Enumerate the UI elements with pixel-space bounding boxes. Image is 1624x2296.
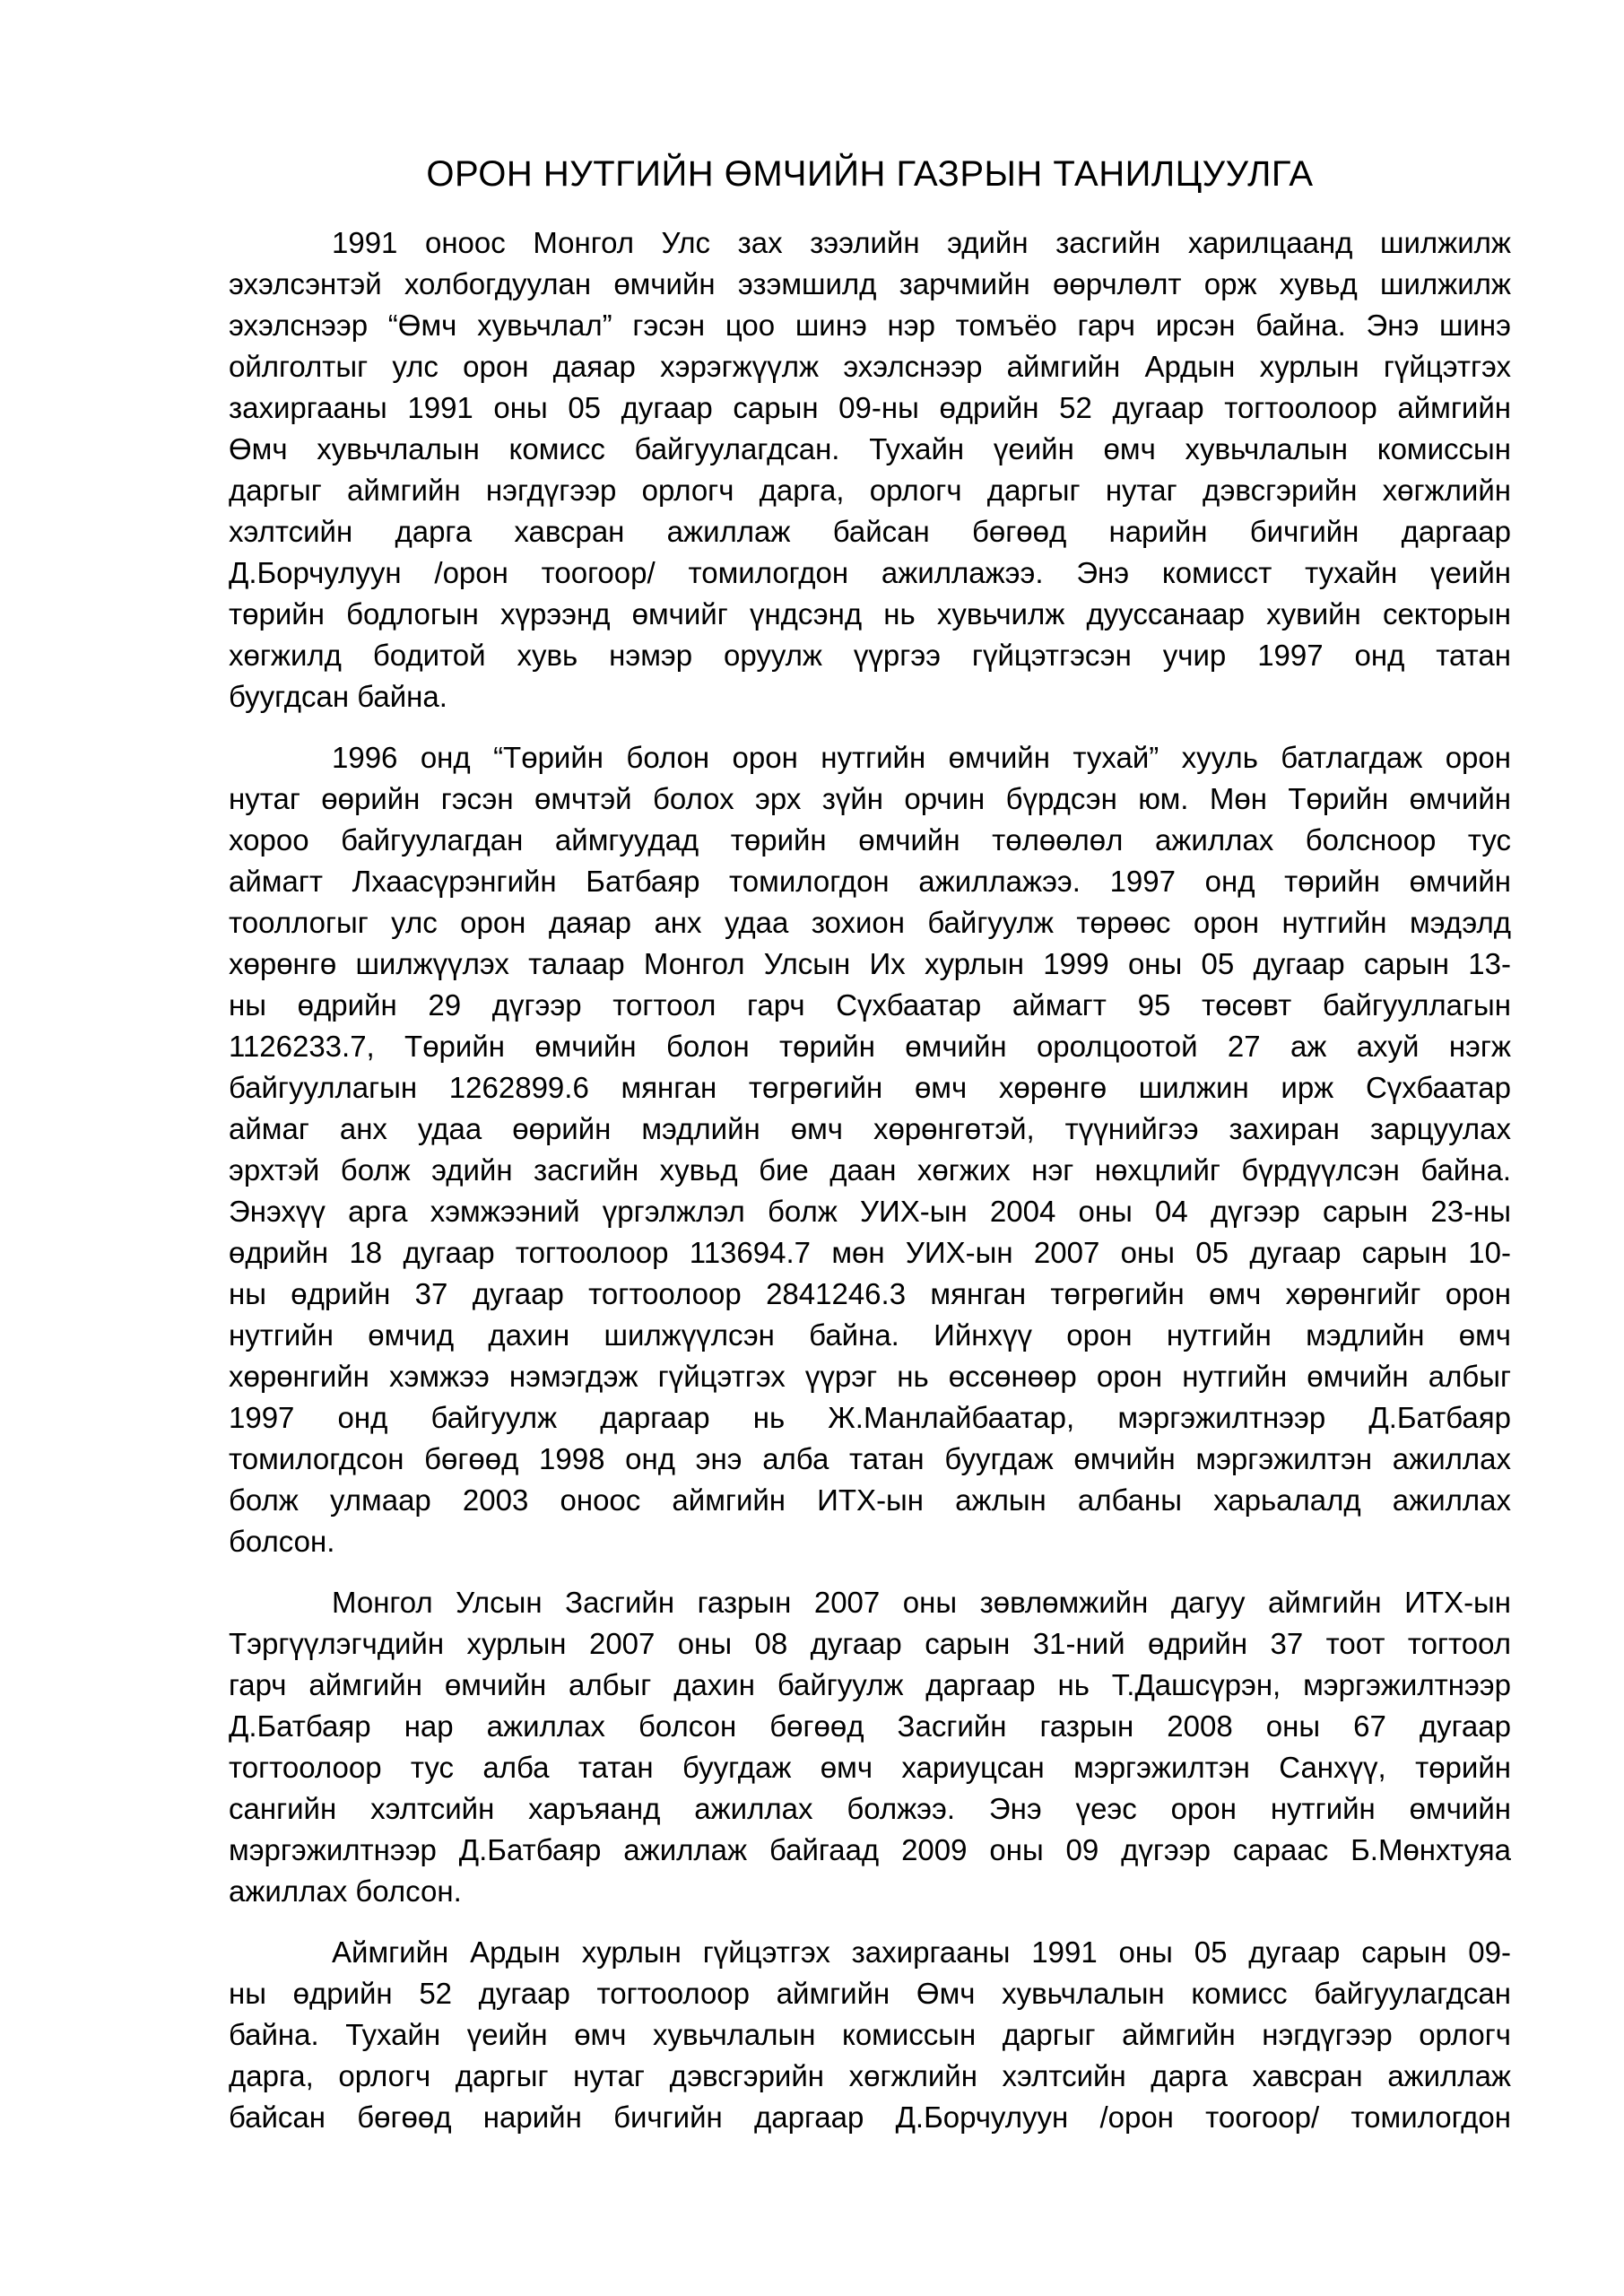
text-line: тогтоолоор тус алба татан буугдаж өмч хариуцсан мэргэжилтэн Санхүү, төрийн bbox=[229, 1751, 1511, 1784]
text-line: Энэхүү арга хэмжээний үргэлжлэл болж УИХ-ын 2004 оны 04 дүгээр сарын 23-ны bbox=[229, 1195, 1511, 1228]
text-line: Тэргүүлэгчдийн хурлын 2007 оны 08 дугаар сарын 31-ний өдрийн 37 тоот тогтоол bbox=[229, 1627, 1511, 1660]
text-line: Аймгийн Ардын хурлын гүйцэтгэх захиргааны 1991 оны 05 дугаар сарын 09- bbox=[332, 1935, 1511, 1969]
document-body bbox=[229, 222, 1511, 2138]
text-line: дарга, орлогч даргыг нутаг дэвсгэрийн хөгжлийн хэлтсийн дарга хавсран ажиллаж bbox=[229, 2059, 1511, 2092]
text-line: нутаг өөрийн гэсэн өмчтэй болох эрх зүйн орчин бүрдсэн юм. Мөн Төрийн өмчийн bbox=[229, 782, 1511, 815]
text-line: ойлголтыг улс орон даяар хэрэгжүүлж эхэлснээр аймгийн Ардын хурлын гүйцэтгэх bbox=[229, 350, 1511, 383]
text-line: байна. Тухайн үеийн өмч хувьчлалын комиссын даргыг аймгийн нэгдүгээр орлогч bbox=[229, 2018, 1511, 2051]
text-line: эхэлснээр “Өмч хувьчлал” гэсэн цоо шинэ нэр томъёо гарч ирсэн байна. Энэ шинэ bbox=[229, 309, 1511, 342]
text-line: нутгийн өмчид дахин шилжүүлсэн байна. Ийнхүү орон нутгийн мэдлийн өмч bbox=[229, 1318, 1511, 1352]
text-line: хөгжилд бодитой хувь нэмэр оруулж үүргээ гүйцэтгэсэн учир 1997 онд татан bbox=[229, 639, 1511, 672]
text-line: байсан бөгөөд нарийн бичгийн даргаар Д.Борчулуун /орон тоогоор/ томилогдон bbox=[229, 2100, 1511, 2134]
text-line: байгууллагын 1262899.6 мянган төгрөгийн өмч хөрөнгө шилжин ирж Сүхбаатар bbox=[229, 1071, 1511, 1104]
text-line: 1991 оноос Монгол Улс зах зээлийн эдийн засгийн харилцаанд шилжилж bbox=[332, 226, 1511, 259]
text-line: төрийн бодлогын хүрээнд өмчийг үндсэнд нь хувьчилж дууссанаар хувийн секторын bbox=[229, 597, 1511, 631]
paragraph bbox=[229, 222, 1511, 718]
text-line: тооллогыг улс орон даяар анх удаа зохион байгуулж төрөөс орон нутгийн мэдэлд bbox=[229, 906, 1511, 939]
text-line: мэргэжилтнээр Д.Батбаяр ажиллаж байгаад 2009 оны 09 дүгээр сараас Б.Мөнхтуяа bbox=[229, 1833, 1511, 1866]
text-line: даргыг аймгийн нэгдүгээр орлогч дарга, орлогч даргыг нутаг дэвсгэрийн хөгжлийн bbox=[229, 474, 1511, 507]
paragraph bbox=[229, 737, 1511, 1562]
text-line: сангийн хэлтсийн харъяанд ажиллах болжээ. Энэ үеэс орон нутгийн өмчийн bbox=[229, 1792, 1511, 1825]
text-line: гарч аймгийн өмчийн албыг дахин байгуулж даргаар нь Т.Дашсүрэн, мэргэжилтнээр bbox=[229, 1668, 1511, 1701]
text-line: 1997 онд байгуулж даргаар нь Ж.Манлайбаатар, мэргэжилтнээр Д.Батбаяр bbox=[229, 1401, 1511, 1434]
text-line: хөрөнгийн хэмжээ нэмэгдэж гүйцэтгэх үүрэг нь өссөнөөр орон нутгийн өмчийн албыг bbox=[229, 1360, 1511, 1393]
text-line: ажиллах болсон. bbox=[229, 1874, 462, 1908]
text-line: ны өдрийн 37 дугаар тогтоолоор 2841246.3 мянган төгрөгийн өмч хөрөнгийг орон bbox=[229, 1277, 1511, 1310]
text-line: аймаг анх удаа өөрийн мэдлийн өмч хөрөнгөтэй, түүнийгээ захиран зарцуулах bbox=[229, 1112, 1511, 1145]
text-line: Өмч хувьчлалын комисс байгуулагдсан. Тухайн үеийн өмч хувьчлалын комиссын bbox=[229, 432, 1511, 465]
text-line: буугдсан байна. bbox=[229, 680, 447, 713]
text-line: эрхтэй болж эдийн засгийн хувьд бие даан хөгжих нэг нөхцлийг бүрдүүлсэн байна. bbox=[229, 1153, 1511, 1187]
text-line: эхэлсэнтэй холбогдуулан өмчийн эзэмшилд зарчмийн өөрчлөлт орж хувьд шилжилж bbox=[229, 267, 1511, 300]
text-line: өдрийн 18 дугаар тогтоолоор 113694.7 мөн УИХ-ын 2007 оны 05 дугаар сарын 10- bbox=[229, 1236, 1511, 1269]
text-line: болж улмаар 2003 оноос аймгийн ИТХ-ын ажлын албаны харьалалд ажиллах bbox=[229, 1483, 1511, 1517]
paragraph bbox=[229, 1932, 1511, 2138]
document-title: ОРОН НУТГИЙН ӨМЧИЙН ГАЗРЫН ТАНИЛЦУУЛГА bbox=[426, 154, 1314, 194]
text-line: болсон. bbox=[229, 1525, 335, 1558]
text-line: 1126233.7, Төрийн өмчийн болон төрийн өмчийн оролцоотой 27 аж ахуй нэгж bbox=[229, 1030, 1511, 1063]
text-line: Д.Батбаяр нар ажиллах болсон бөгөөд Засгийн газрын 2008 оны 67 дугаар bbox=[229, 1709, 1511, 1743]
text-line: Д.Борчулуун /орон тоогоор/ томилогдон ажиллажээ. Энэ комисст тухайн үеийн bbox=[229, 556, 1511, 589]
text-line: хөрөнгө шилжүүлэх талаар Монгол Улсын Их хурлын 1999 оны 05 дугаар сарын 13- bbox=[229, 947, 1511, 980]
text-line: ны өдрийн 52 дугаар тогтоолоор аймгийн Өмч хувьчлалын комисс байгуулагдсан bbox=[229, 1977, 1511, 2010]
text-line: Монгол Улсын Засгийн газрын 2007 оны зөвлөмжийн дагуу аймгийн ИТХ-ын bbox=[332, 1586, 1511, 1619]
paragraph bbox=[229, 1582, 1511, 1912]
text-line: хэлтсийн дарга хавсран ажиллаж байсан бөгөөд нарийн бичгийн даргаар bbox=[229, 515, 1511, 548]
text-line: аймагт Лхаасүрэнгийн Батбаяр томилогдон ажиллажээ. 1997 онд төрийн өмчийн bbox=[229, 865, 1511, 898]
text-line: ны өдрийн 29 дүгээр тогтоол гарч Сүхбаатар аймагт 95 төсөвт байгууллагын bbox=[229, 988, 1511, 1022]
text-line: 1996 онд “Төрийн болон орон нутгийн өмчийн тухай” хууль батлагдаж орон bbox=[332, 741, 1511, 774]
text-line: томилогдсон бөгөөд 1998 онд энэ алба татан буугдаж өмчийн мэргэжилтэн ажиллах bbox=[229, 1442, 1511, 1475]
text-line: хороо байгуулагдан аймгуудад төрийн өмчийн төлөөлөл ажиллах болсноор тус bbox=[229, 823, 1511, 857]
text-line: захиргааны 1991 оны 05 дугаар сарын 09-ны өдрийн 52 дугаар тогтоолоор аймгийн bbox=[229, 391, 1511, 424]
